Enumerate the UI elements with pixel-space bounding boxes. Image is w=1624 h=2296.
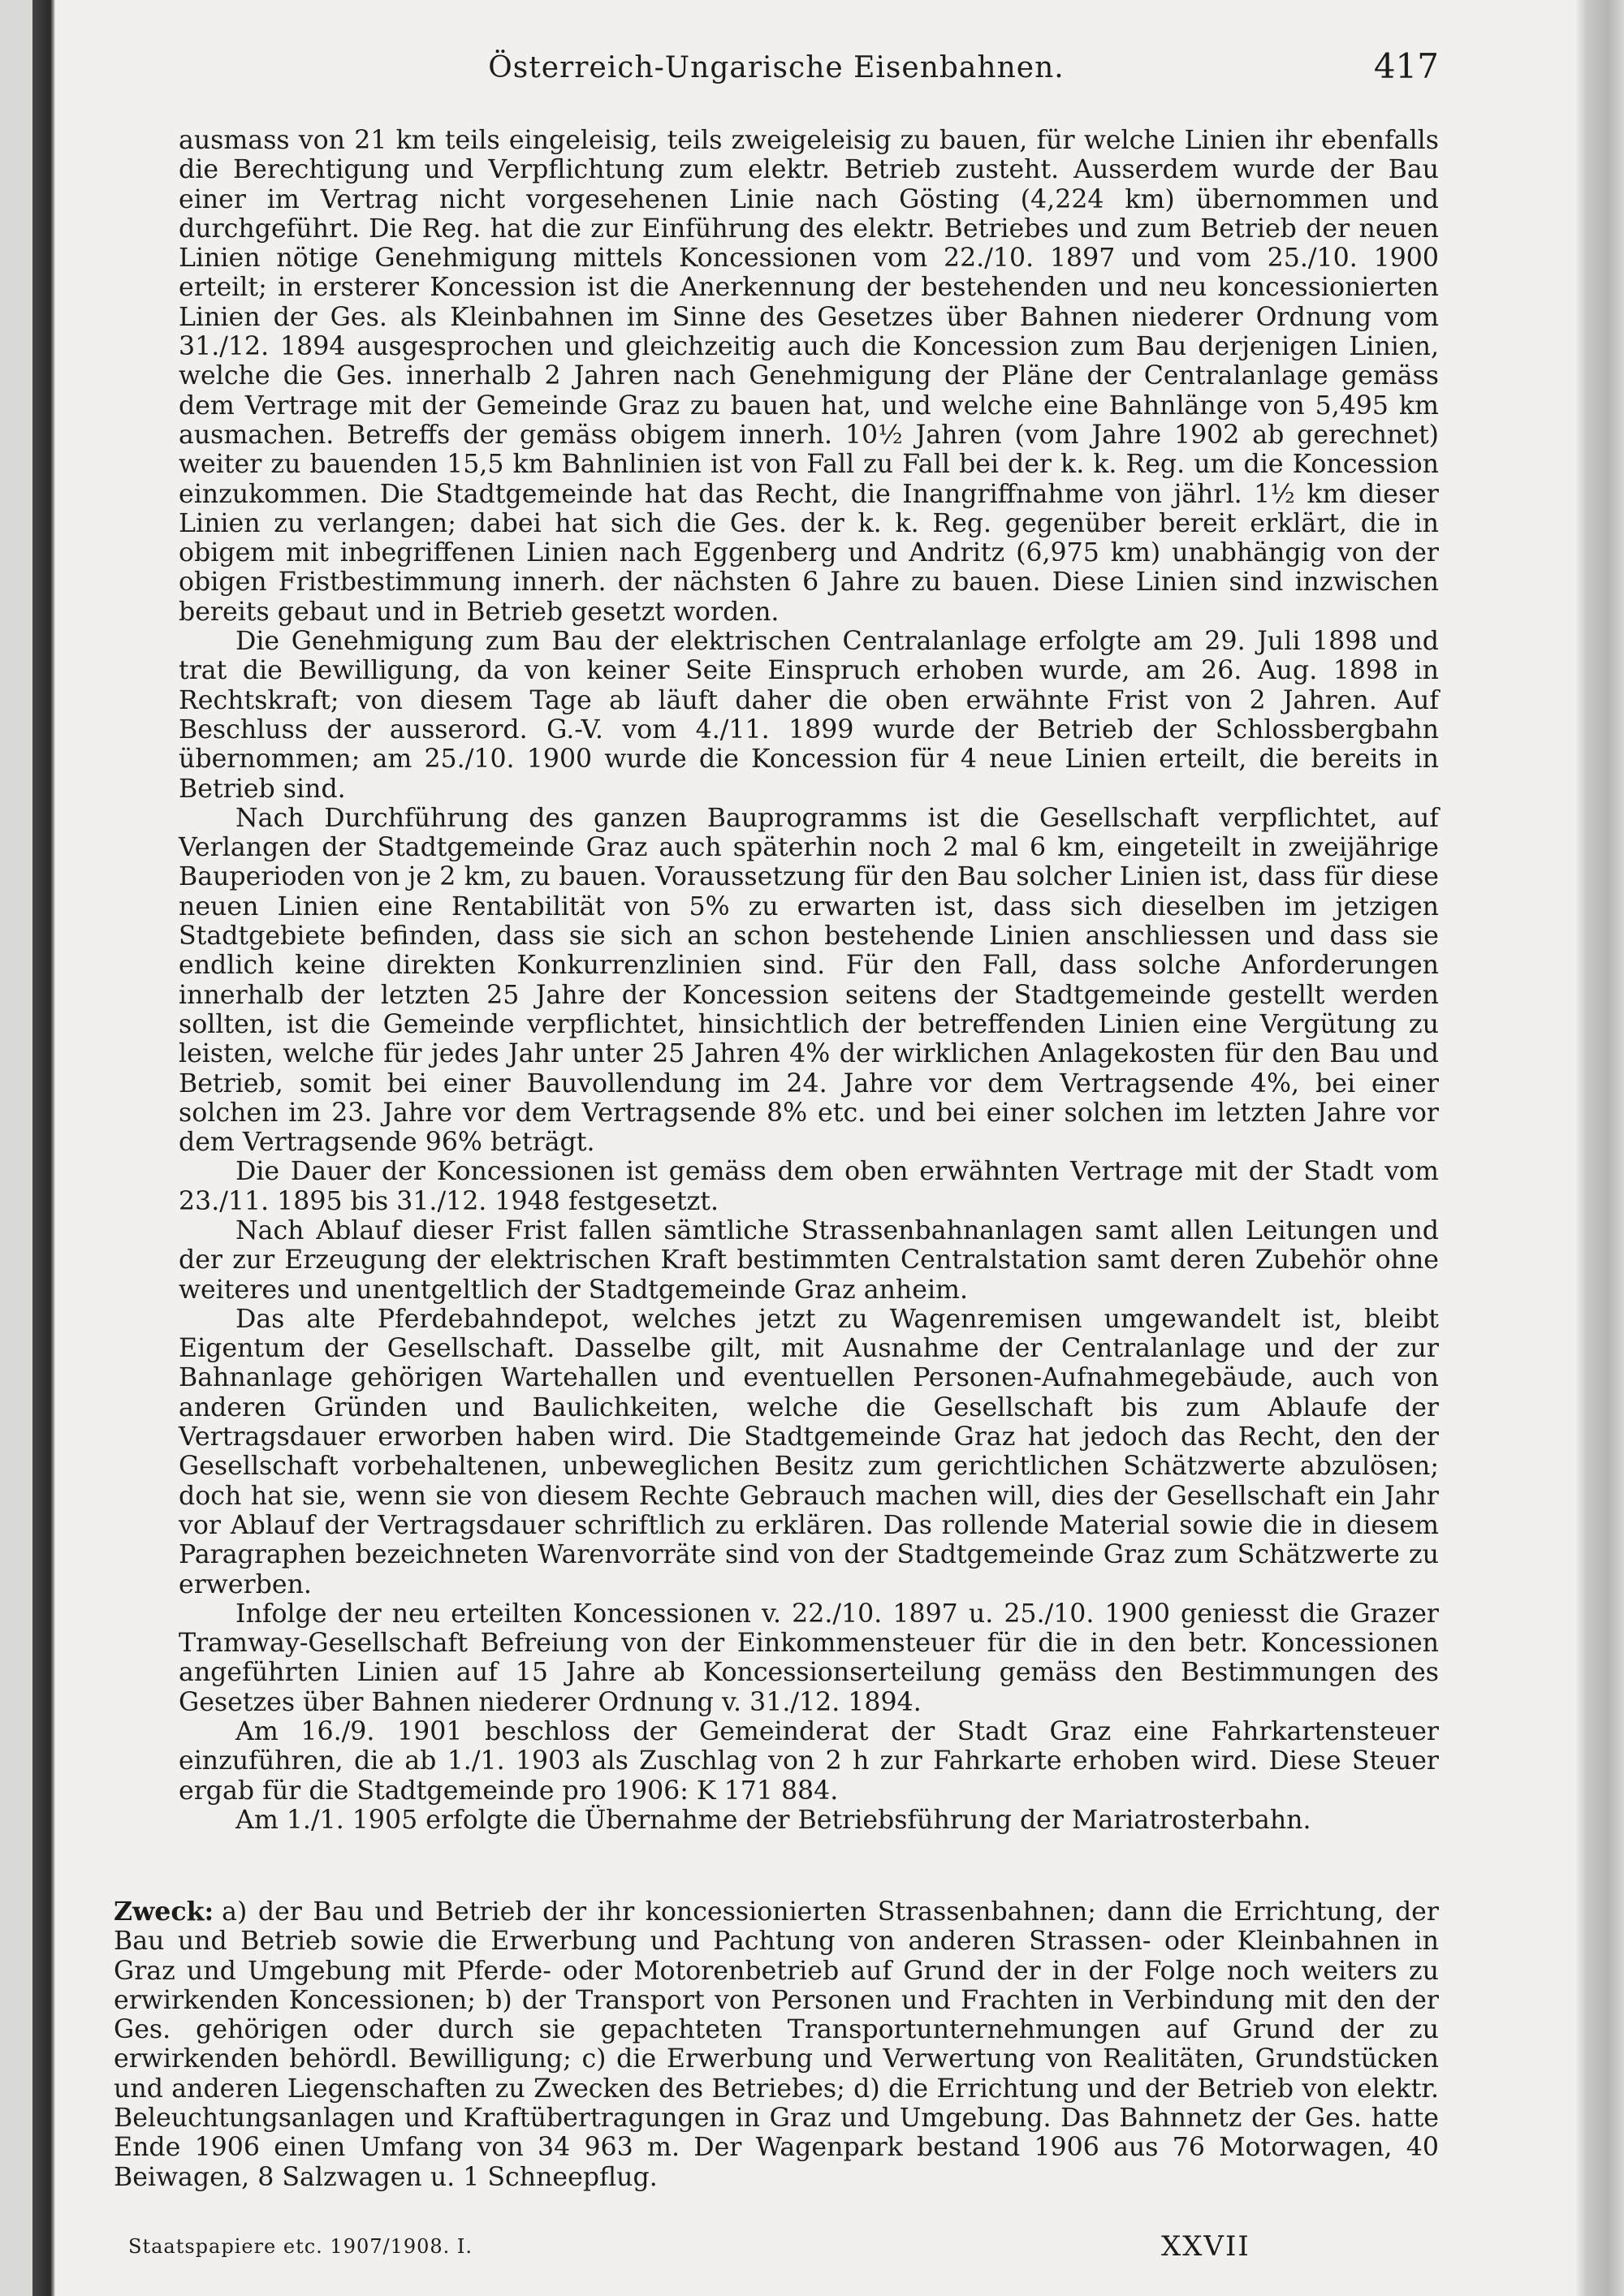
paragraph: Das alte Pferdebahndepot, welches jetzt zu Wagenremisen umgewandelt ist, bleibt Eigentum der Gesellschaft. Dasselbe gilt, mit Ausnahme der Centralanlage und der zur Bahnanlage gehörigen Wartehallen und eventuellen Personen-Aufnahmegebäude, auch von anderen Gründen und Baulichkeiten, welche die Gesellschaft bis zum Ablaufe der Vertragsdauer erworben haben wird. Die Stadtgemeinde Graz hat jedoch das Recht, den der Gesellschaft vorbehaltenen, unbeweglichen Besitz zum gerichtlichen Schätzwerte abzulösen; doch hat sie, wenn sie von diesem Rechte Gebrauch machen will, dies der Gesellschaft ein Jahr vor Ablauf der Vertragsdauer schriftlich zu erklären. Das rollende Material sowie die in diesem Paragraphen bezeichneten Warenvorräte sind von der Stadtgemeinde Graz zum Schätzwerte zu erwerben.	[179, 1304, 1439, 1599]
body-text	[179, 126, 1439, 1835]
document-page	[114, 45, 1439, 2261]
binding-edge-right	[1575, 0, 1624, 2296]
binding-edge-left	[0, 0, 55, 2296]
purpose-section	[114, 1897, 1439, 2192]
paragraph: Infolge der neu erteilten Koncessionen v. 22./10. 1897 u. 25./10. 1900 geniesst die Grazer Tramway-Gesellschaft Befreiung von der Einkommensteuer für die in den betr. Koncessionen angeführten Linien auf 15 Jahre ab Koncessionserteilung gemäss den Bestimmungen des Gesetzes über Bahnen niederer Ordnung v. 31./12. 1894.	[179, 1599, 1439, 1717]
footer-signature: Staatspapiere etc. 1907/1908. I.	[128, 2235, 473, 2258]
purpose-label: Zweck:	[114, 1897, 214, 1927]
page-number: 417	[1373, 46, 1439, 86]
paragraph: Nach Ablauf dieser Frist fallen sämtliche Strassenbahnanlagen samt allen Leitungen und der zur Erzeugung der elektrischen Kraft bestimmten Centralstation samt deren Zubehör ohne weiteres und unentgeltlich der Stadtgemeinde Graz anheim.	[179, 1215, 1439, 1305]
page-header	[114, 45, 1439, 93]
paragraph: Nach Durchführung des ganzen Bauprogramms ist die Gesellschaft verpflichtet, auf Verlangen der Stadtgemeinde Graz auch späterhin noch 2 mal 6 km, eingeteilt in zweijährige Bauperioden von je 2 km, zu bauen. Voraussetzung für den Bau solcher Linien ist, dass für diese neuen Linien eine Rentabilität von 5% zu erwarten ist, dass sich dieselben im jetzigen Stadtgebiete befinden, dass sie sich an schon bestehende Linien anschliessen und dass sie endlich keine direkten Konkurrenzlinien sind. Für den Fall, dass solche Anforderungen innerhalb der letzten 25 Jahre der Koncession seitens der Stadtgemeinde gestellt werden sollten, ist die Gemeinde verpflichtet, hinsichtlich der betreffenden Linien eine Vergütung zu leisten, welche für jedes Jahr unter 25 Jahren 4% der wirklichen Anlagekosten für den Bau und Betrieb, somit bei einer Bauvollendung im 24. Jahre vor dem Vertragsende 4%, bei einer solchen im 23. Jahre vor dem Vertragsende 8% etc. und bei einer solchen im letzten Jahre vor dem Vertragsende 96% beträgt.	[179, 803, 1439, 1158]
page-footer	[114, 2230, 1439, 2263]
footer-sheet-number: XXVII	[1161, 2230, 1250, 2263]
running-title: Österreich-Ungarische Eisenbahnen.	[488, 51, 1065, 84]
paragraph: Die Dauer der Koncessionen ist gemäss dem oben erwähnten Vertrage mit der Stadt vom 23./11. 1895 bis 31./12. 1948 festgesetzt.	[179, 1157, 1439, 1216]
paragraph: Am 16./9. 1901 beschloss der Gemeinderat der Stadt Graz eine Fahrkartensteuer einzuführen, die ab 1./1. 1903 als Zuschlag von 2 h zur Fahrkarte erhoben wird. Diese Steuer ergab für die Stadtgemeinde pro 1906: K 171 884.	[179, 1717, 1439, 1806]
paragraph: Die Genehmigung zum Bau der elektrischen Centralanlage erfolgte am 29. Juli 1898 und trat die Bewilligung, da von keiner Seite Einspruch erhoben wurde, am 26. Aug. 1898 in Rechtskraft; von diesem Tage ab läuft daher die oben erwähnte Frist von 2 Jahren. Auf Beschluss der ausserord. G.-V. vom 4./11. 1899 wurde der Betrieb der Schlossbergbahn übernommen; am 25./10. 1900 wurde die Koncession für 4 neue Linien erteilt, die bereits in Betrieb sind.	[179, 627, 1439, 804]
purpose-text: a) der Bau und Betrieb der ihr koncessionierten Strassenbahnen; dann die Errichtung, der Bau und Betrieb sowie die Erwerbung und Pachtung von anderen Strassen- oder Kleinbahnen in Graz und Umgebung mit Pferde- oder Motorenbetrieb auf Grund der in der Folge noch weiters zu erwirkenden Koncessionen; b) der Transport von Personen und Frachten in Verbindung mit den der Ges. gehörigen oder durch sie gepachteten Transportunternehmungen auf Grund der zu erwirkenden behördl. Bewilligung; c) die Erwerbung und Verwertung von Realitäten, Grundstücken und anderen Liegenschaften zu Zwecken des Betriebes; d) die Errichtung und der Betrieb von elektr. Beleuchtungsanlagen und Kraftübertragungen in Graz und Umgebung. Das Bahnnetz der Ges. hatte Ende 1906 einen Umfang von 34 963 m. Der Wagenpark bestand 1906 aus 76 Motorwagen, 40 Beiwagen, 8 Salzwagen u. 1 Schneepflug.	[114, 1897, 1439, 2192]
paragraph: Am 1./1. 1905 erfolgte die Übernahme der Betriebsführung der Mariatrosterbahn.	[235, 1805, 1311, 1835]
paragraph: ausmass von 21 km teils eingeleisig, teils zweigeleisig zu bauen, für welche Linien ihr ebenfalls die Berechtigung und Verpflichtung zum elektr. Betrieb zusteht. Ausserdem wurde der Bau einer im Vertrag nicht vorgesehenen Linie nach Gösting (4,224 km) übernommen und durchgeführt. Die Reg. hat die zur Einführung des elektr. Betriebes und zum Betrieb der neuen Linien nötige Genehmigung mittels Koncessionen vom 22./10. 1897 und vom 25./10. 1900 erteilt; in ersterer Koncession ist die Anerkennung der bestehenden und neu koncessionierten Linien der Ges. als Kleinbahnen im Sinne des Gesetzes über Bahnen niederer Ordnung vom 31./12. 1894 ausgesprochen und gleichzeitig auch die Koncession zum Bau derjenigen Linien, welche die Ges. innerhalb 2 Jahren nach Genehmigung der Pläne der Centralanlage gemäss dem Vertrage mit der Gemeinde Graz zu bauen hat, und welche eine Bahnlänge von 5,495 km ausmachen. Betreffs der gemäss obigem innerh. 10½ Jahren (vom Jahre 1902 ab gerechnet) weiter zu bauenden 15,5 km Bahnlinien ist von Fall zu Fall bei der k. k. Reg. um die Koncession einzukommen. Die Stadtgemeinde hat das Recht, die Inangriffnahme von jährl. 1½ km dieser Linien zu verlangen; dabei hat sich die Ges. der k. k. Reg. gegenüber bereit erklärt, die in obigem mit inbegriffenen Linien nach Eggenberg und Andritz (6,975 km) unabhängig von der obigen Fristbestimmung innerh. der nächsten 6 Jahre zu bauen. Diese Linien sind inzwischen bereits gebaut und in Betrieb gesetzt worden.	[179, 126, 1439, 627]
